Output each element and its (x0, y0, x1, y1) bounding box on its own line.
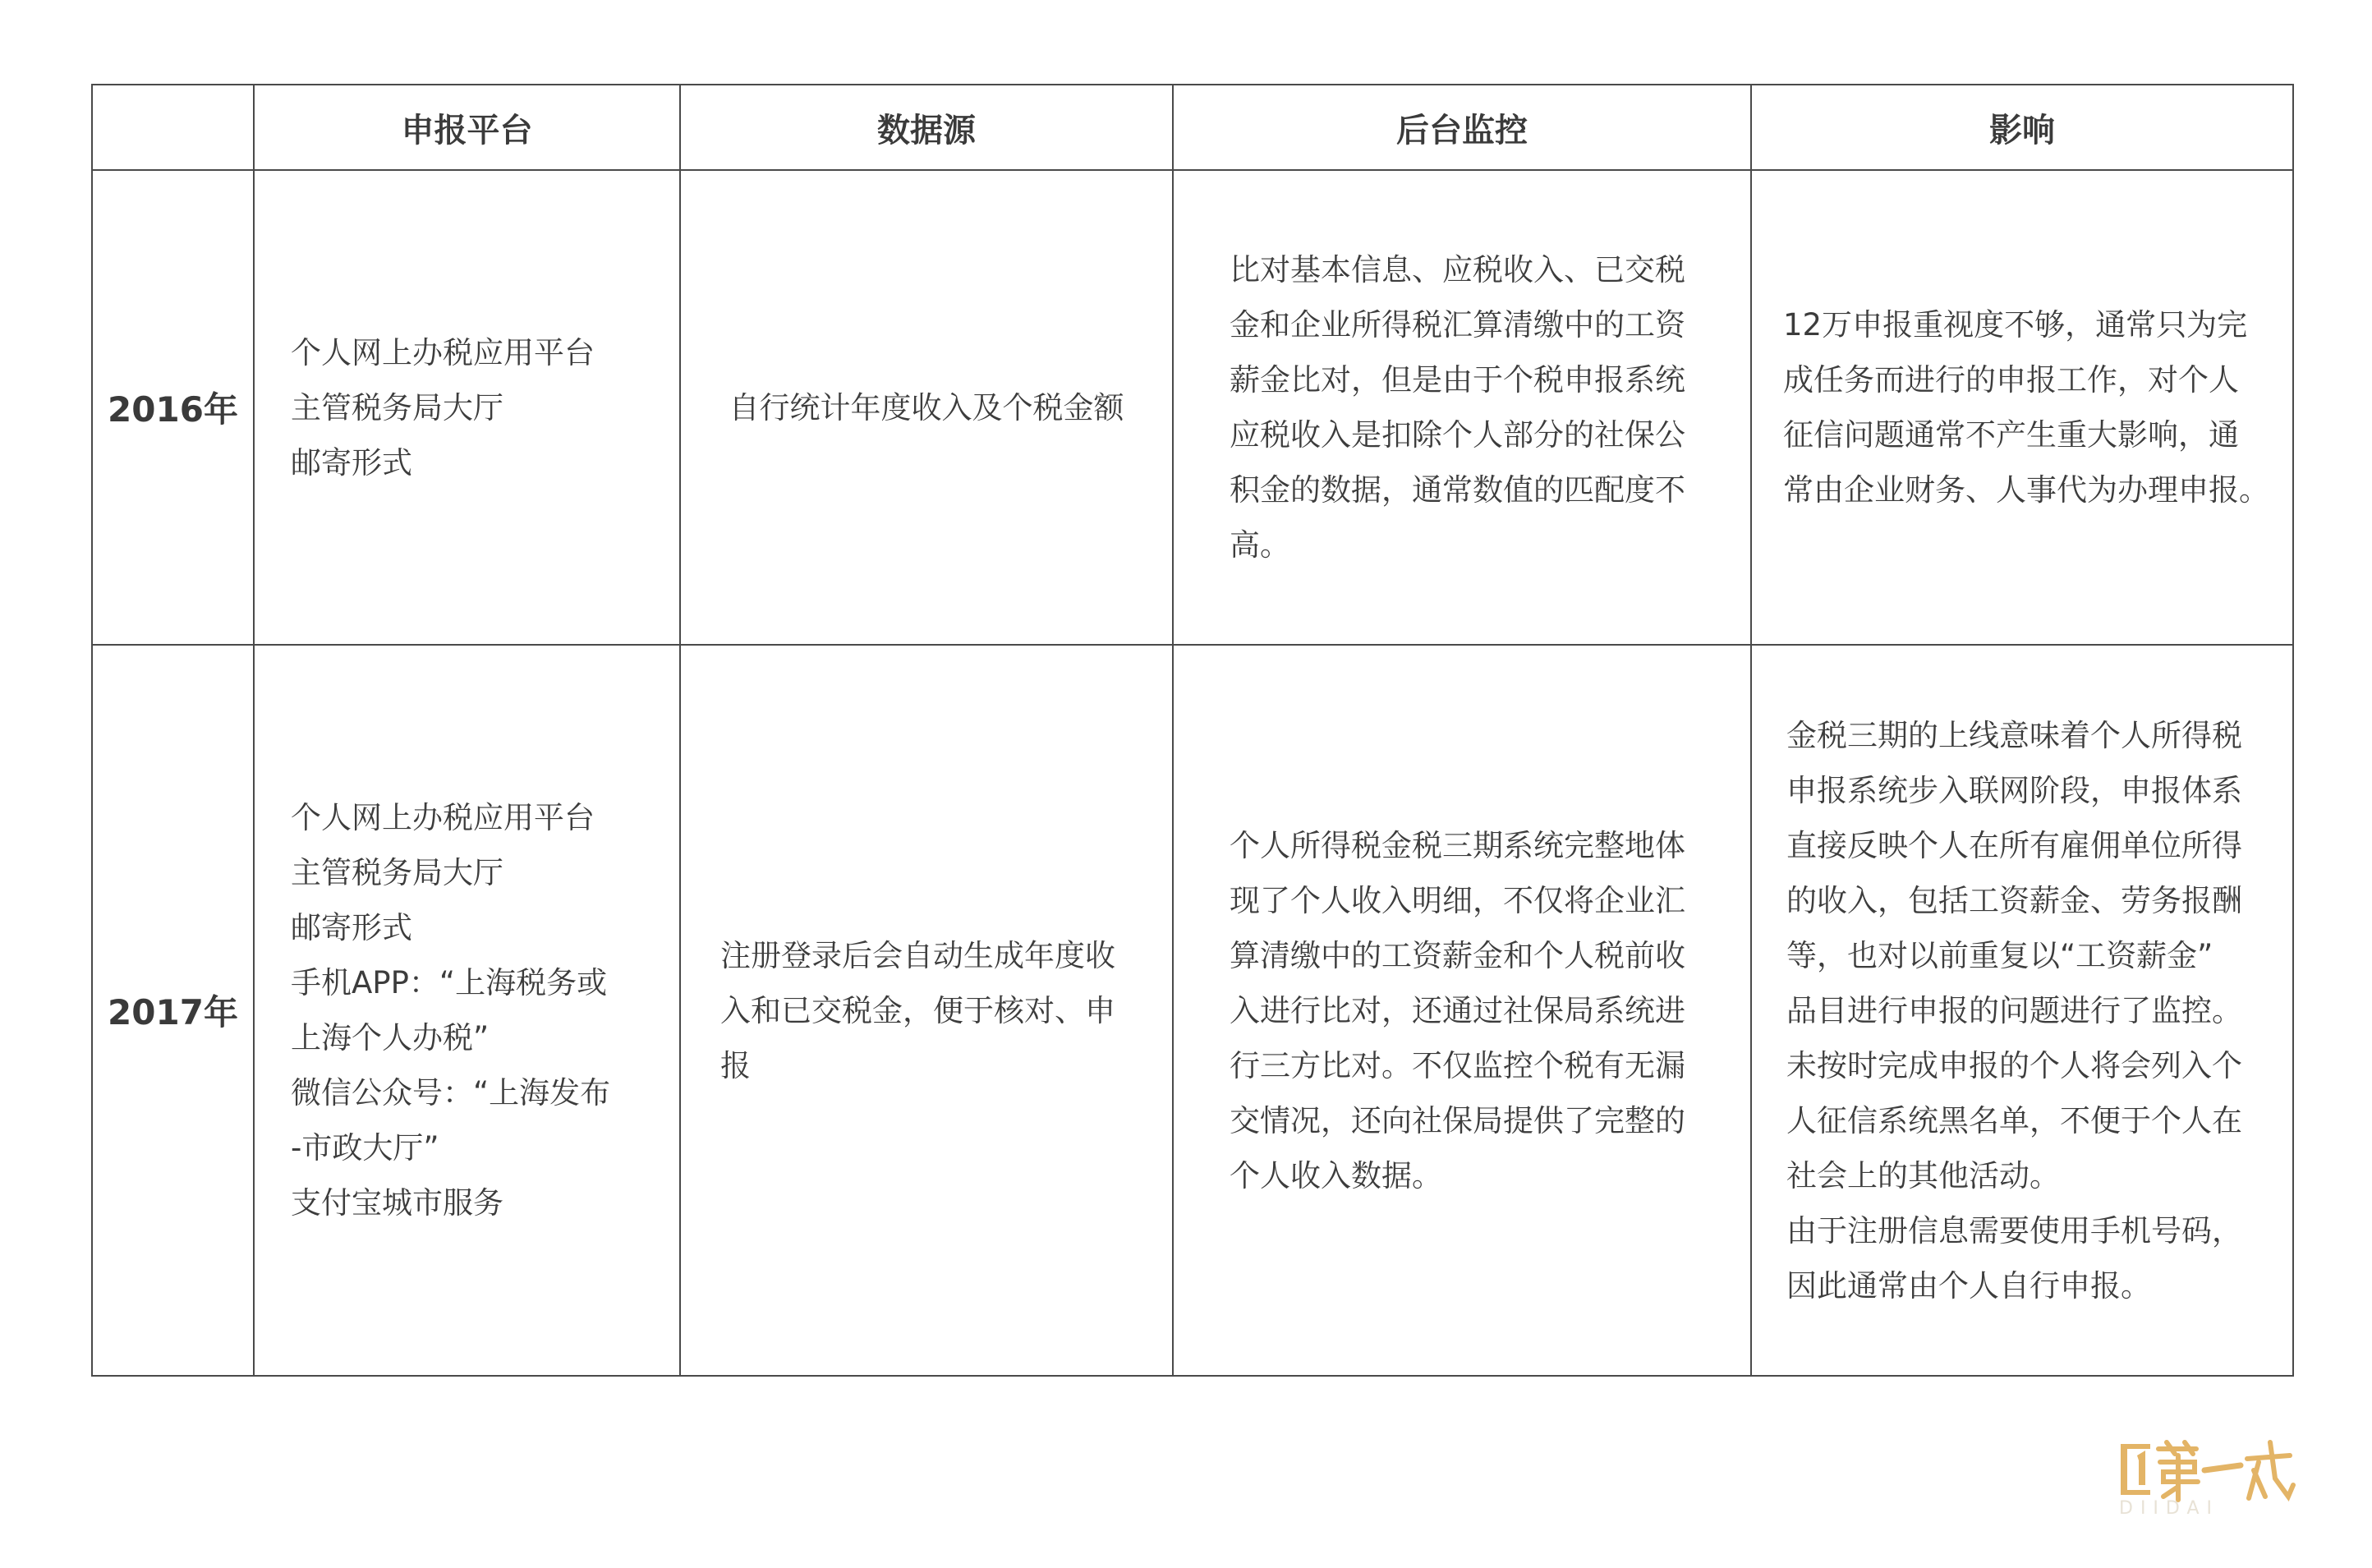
text-line: 金税三期的上线意味着个人所得税 (1786, 717, 2242, 753)
text-line: 金和企业所得税汇算清缴中的工资 (1230, 307, 1685, 343)
text-line: 应税收入是扣除个人部分的社保公 (1230, 417, 1685, 453)
platform-cell (254, 645, 680, 1376)
text-line: 邮寄形式 (291, 910, 412, 945)
text-line: 注册登录后会自动生成年度收 (720, 937, 1115, 973)
impact-lines (1752, 708, 2292, 1313)
text-line: 入和已交税金，便于核对、申 (720, 992, 1115, 1028)
source-lines (681, 380, 1172, 435)
text-line: 上海个人办税” (291, 1020, 490, 1055)
source-lines (681, 928, 1172, 1093)
text-line: 征信问题通常不产生重大影响，通 (1783, 417, 2239, 453)
text-line: 积金的数据，通常数值的匹配度不 (1230, 472, 1685, 508)
text-line: 主管税务局大厅 (291, 855, 503, 890)
text-line: 现了个人收入明细，不仅将企业汇 (1230, 882, 1685, 918)
text-line: 自行统计年度收入及个税金额 (729, 389, 1124, 425)
logo-mark-icon (2117, 1437, 2298, 1503)
text-line: 微信公众号：“上海发布 (291, 1075, 611, 1110)
text-line: 报 (720, 1047, 751, 1083)
source-cell (680, 170, 1173, 645)
monitor-cell (1173, 645, 1751, 1376)
source-cell (680, 645, 1173, 1376)
text-line: 主管税务局大厅 (291, 389, 503, 425)
impact-cell (1751, 645, 2293, 1376)
text-line: 社会上的其他活动。 (1786, 1157, 2060, 1193)
year-cell: 2017年 (92, 645, 254, 1376)
monitor-lines (1174, 818, 1750, 1203)
text-line: 成任务而进行的申报工作，对个人 (1783, 362, 2239, 398)
text-line: 个人网上办税应用平台 (291, 800, 595, 835)
table-row (92, 170, 2293, 645)
text-line: 入进行比对，还通过社保局系统进 (1230, 992, 1685, 1028)
text-line: 个人收入数据。 (1230, 1157, 1442, 1193)
text-line: 算清缴中的工资薪金和个人税前收 (1230, 937, 1685, 973)
text-line: 由于注册信息需要使用手机号码， (1786, 1212, 2242, 1248)
header-impact: 影响 (1751, 85, 2293, 170)
text-line: 未按时完成申报的个人将会列入个 (1786, 1047, 2242, 1083)
platform-lines (255, 790, 679, 1230)
header-platform: 申报平台 (254, 85, 680, 170)
text-line: 交情况，还向社保局提供了完整的 (1230, 1102, 1685, 1138)
header-monitor: 后台监控 (1173, 85, 1751, 170)
table-row (92, 645, 2293, 1376)
text-line: 人征信系统黑名单，不便于个人在 (1786, 1102, 2242, 1138)
text-line: 个人网上办税应用平台 (291, 334, 595, 370)
impact-cell (1751, 170, 2293, 645)
text-line: 申报系统步入联网阶段，申报体系 (1786, 772, 2242, 808)
monitor-cell (1173, 170, 1751, 645)
platform-cell (254, 170, 680, 645)
text-line: 支付宝城市服务 (291, 1185, 503, 1221)
header-source: 数据源 (680, 85, 1173, 170)
text-line: 邮寄形式 (291, 444, 412, 481)
logo-text: DIIDAI (2119, 1498, 2220, 1519)
logo (2117, 1437, 2298, 1519)
text-line: -市政大厅” (291, 1130, 439, 1166)
impact-lines (1752, 297, 2292, 517)
text-line: 薪金比对，但是由于个税申报系统 (1230, 362, 1685, 398)
text-line: 等，也对以前重复以“工资薪金” (1786, 937, 2213, 973)
text-line: 因此通常由个人自行申报。 (1786, 1267, 2151, 1304)
year-cell: 2016年 (92, 170, 254, 645)
text-line: 个人所得税金税三期系统完整地体 (1230, 827, 1685, 863)
text-line: 12万申报重视度不够，通常只为完 (1783, 307, 2248, 343)
text-line: 的收入，包括工资薪金、劳务报酬 (1786, 882, 2242, 918)
text-line: 直接反映个人在所有雇佣单位所得 (1786, 827, 2242, 863)
text-line: 品目进行申报的问题进行了监控。 (1786, 992, 2242, 1028)
platform-lines (255, 325, 679, 490)
tax-comparison-table (91, 84, 2294, 1377)
text-line: 行三方比对。不仅监控个税有无漏 (1230, 1047, 1685, 1083)
header-row (92, 85, 2293, 170)
text-line: 高。 (1230, 527, 1290, 563)
header-year (92, 85, 254, 170)
text-line: 比对基本信息、应税收入、已交税 (1230, 252, 1685, 287)
text-line: 常由企业财务、人事代为办理申报。 (1783, 472, 2269, 508)
text-line: 手机APP：“上海税务或 (291, 965, 608, 1000)
monitor-lines (1174, 242, 1750, 572)
